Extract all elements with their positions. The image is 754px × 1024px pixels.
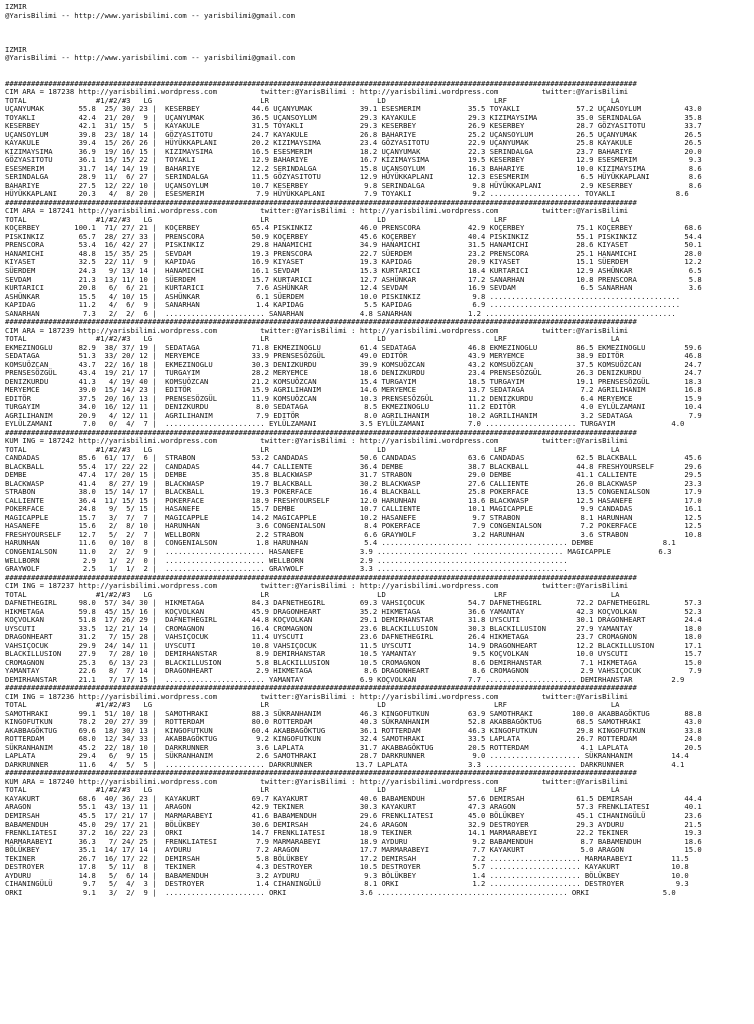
column-header: TOTAL #1/#2/#3 LG LR LD LRF LA [5, 334, 620, 344]
race-title: CIM ING = 187237 http://yarisbilimi.wordpress.com twitter:@YarisBilimi : http://yarisbilimi.wordpress.com twitter:@YarisBilimi [5, 581, 629, 591]
horse-row: MARMARABEYI 36.3 7/ 24/ 25 | FRENKLIATESI 7.9 MARMARABEYI 18.9 AYDURU 9.2 BABAMENDUH 8.7 BABAMENDUH 18.6 [5, 836, 702, 846]
horse-row: SEVDAM 21.3 13/ 11/ 10 | SÜERDEM 15.7 KURTARICI 12.7 ASHÜNKAR 17.2 SANARHAN 10.8 PRENSCORA 5.8 [5, 274, 702, 284]
column-header: TOTAL #1/#2/#3 LG LR LD LRF LA [5, 444, 620, 454]
horse-row: MERYEMCE 39.0 15/ 14/ 23 | EDITÖR 15.9 AGRILIHANIM 14.6 MERYEMCE 13.7 SEDATAGA 7.2 AGRILIHANIM 16.8 [5, 385, 702, 395]
horse-row: BÖLÜKBEY 35.1 14/ 17/ 14 | AYDURU 7.2 ARAGON 17.7 MARMARABEYI 7.7 KAYAKURT 5.0 ARAGON 15.0 [5, 845, 702, 855]
horse-row: PRENSCORA 53.4 16/ 42/ 27 | PISKINKIZ 29.8 HANAMICHI 34.9 HANAMICHI 31.5 HANAMICHI 28.6 KIYASET 50.1 [5, 240, 702, 250]
horse-row: GÖZYASITOTU 36.1 15/ 15/ 22 | TOYAKLI 12.9 BAHARIYE 16.7 KIZIMAYSIMA 19.5 KESERBEY 12.9 ESESMERIM 9.3 [5, 155, 702, 165]
city-label: IZMIR [5, 44, 27, 54]
horse-row: KOMSUÖZCAN 43.7 22/ 16/ 18 | EKMEZINOGLU 30.3 DENIZKURDU 39.9 KOMSUÖZCAN 43.2 KOMSUÖZCAN 37.5 KOMSUÖZCAN 24.7 [5, 359, 702, 369]
horse-row: CALLIENTE 36.4 11/ 15/ 15 | POKERFACE 18.9 FRESHYOURSELF 12.0 HARUNHAN 13.6 BLACKWASP 12.5 HASANEFE 17.0 [5, 495, 702, 505]
horse-row: CIHANINGÜLÜ 9.7 5/ 4/ 3 | DESTROYER 1.4 CIHANINGÜLÜ 8.1 ORKI 1.2 ..................... DESTROYER 9.3 [5, 879, 689, 889]
horse-row: HIKMETAGA 59.8 45/ 15/ 16 | KOÇVOLKAN 45.9 DRAGONHEART 35.2 HIKMETAGA 36.6 YAMANTAY 42.3 KOÇVOLKAN 52.3 [5, 606, 702, 616]
horse-row: SANARHAN 7.3 2/ 2/ 6 | ....................... SANARHAN 4.8 SANARHAN 1.2 ............................................ [5, 308, 676, 318]
separator-line: ################################################################################################################################################## [5, 683, 637, 693]
race-title: KUM ING = 187242 http://yarisbilimi.wordpress.com twitter:@YarisBilimi : http://yarisbilimi.wordpress.com twitter:@YarisBilimi [5, 436, 629, 446]
blank-line [5, 29, 702, 38]
horse-row: PISKINKIZ 65.7 28/ 27/ 33 | PRENSCORA 50.9 KOÇERBEY 45.6 KOÇERBEY 40.4 PISKINKIZ 55.1 PISKINKIZ 54.4 [5, 231, 702, 241]
horse-row: KIZIMAYSIMA 36.9 19/ 16/ 15 | KIZIMAYSIMA 16.5 ESESMERIM 18.2 UÇANYUMAK 22.3 SERINDALGA 23.7 BAHARIYE 20.0 [5, 146, 702, 156]
horse-row: KURTARICI 20.8 6/ 6/ 21 | KURTARICI 7.6 ASHÜNKAR 12.4 SEVDAM 16.9 SEVDAM 6.5 SANARHAN 3.6 [5, 283, 702, 293]
race-title: KUM ARA = 187240 http://yarisbilimi.wordpress.com twitter:@YarisBilimi : http://yarisbilimi.wordpress.com twitter:@YarisBilimi [5, 776, 629, 786]
horse-row: TURGAYIM 34.0 16/ 12/ 11 | DENIZKURDU 8.0 SEDATAGA 8.5 EKMEZINOGLU 11.2 EDITÖR 4.0 EYLÜLZAMANI 10.4 [5, 402, 702, 412]
horse-row: BLACKBALL 55.4 17/ 22/ 22 | CANDADAS 44.7 CALLIENTE 36.4 DEMBE 38.7 BLACKBALL 44.8 FRESHYOURSELF 29.6 [5, 461, 702, 471]
horse-row: TOYAKLI 42.4 21/ 20/ 9 | UÇANYUMAK 36.5 UÇANSOYLUM 29.3 KAYAKULE 29.3 KIZIMAYSIMA 35.0 SERINDALGA 35.8 [5, 112, 702, 122]
horse-row: MAGICAPPLE 15.7 3/ 7/ 7 | MAGICAPPLE 14.2 MAGICAPPLE 10.2 HASANEFE 9.7 STRABON 8.1 HARUNHAN 12.5 [5, 512, 702, 522]
separator-line: ################################################################################################################################################## [5, 768, 637, 778]
horse-row: ARAGON 55.1 43/ 13/ 11 | ARAGON 42.9 TEKINER 30.3 KAYAKURT 47.3 ARAGON 57.3 FRENKLIATESI 40.1 [5, 802, 702, 812]
horse-row: KIYASET 32.5 22/ 11/ 9 | KAPIDAG 16.9 KIYASET 19.3 KAPIDAG 20.9 KIYASET 15.1 SÜERDEM 12.2 [5, 257, 702, 267]
horse-row: YAMANTAY 22.6 8/ 7/ 14 | DRAGONHEART 2.9 HIKMETAGA 8.6 DRAGONHEART 8.6 CROMAGNON 2.9 VAHSIÇOCUK 7.9 [5, 666, 702, 676]
race-title: CIM ARA = 187239 http://yarisbilimi.wordpress.com twitter:@YarisBilimi : http://yarisbilimi.wordpress.com twitter:@YarisBilimi [5, 325, 629, 335]
horse-row: KOÇVOLKAN 51.8 17/ 26/ 29 | DAFNETHEGIRL 44.8 KOÇVOLKAN 29.1 DEMIRHANSTAR 31.8 UYSCUTI 30.1 DRAGONHEART 24.4 [5, 615, 702, 625]
horse-row: BLACKWASP 41.4 8/ 27/ 19 | BLACKWASP 19.7 BLACKBALL 30.2 BLACKWASP 27.6 CALLIENTE 26.0 BLACKWASP 23.3 [5, 478, 702, 488]
horse-row: DARKRUNNER 11.6 4/ 5/ 5 | ....................... DARKRUNNER 13.7 LAPLATA 3.3 ..................... DARKRUNNER 4.1 [5, 759, 685, 769]
horse-row: AGRILIHANIM 20.9 4/ 12/ 11 | AGRILIHANIM 7.9 EDITÖR 8.0 AGRILIHANIM 10.2 AGRILIHANIM 3.2 SEDATAGA 7.9 [5, 410, 702, 420]
horse-row: GRAYWOLF 2.5 1/ 1/ 2 | ....................... GRAYWOLF 3.3 ............................................ [5, 564, 568, 574]
horse-row: DRAGONHEART 31.2 7/ 15/ 28 | VAHSIÇOCUK 11.4 UYSCUTI 23.6 DAFNETHEGIRL 26.4 HIKMETAGA 23.7 CROMAGNON 18.0 [5, 632, 702, 642]
horse-row: POKERFACE 24.8 9/ 5/ 15 | HASANEFE 15.7 DEMBE 10.7 CALLIENTE 10.1 MAGICAPPLE 9.9 CANDADAS 16.1 [5, 504, 702, 514]
horse-row: FRESHYOURSELF 12.7 5/ 2/ 7 | WELLBORN 2.2 STRABON 6.6 GRAYWOLF 3.2 HARUNHAN 3.6 STRABON 10.8 [5, 529, 702, 539]
horse-row: DEMIRHANSTAR 21.1 7/ 17/ 15 | ....................... YAMANTAY 6.9 KOÇVOLKAN 7.7 ..................... DEMIRHANSTAR 2.9 [5, 674, 685, 684]
separator-line: ################################################################################################################################################## [5, 427, 637, 437]
horse-row: UÇANYUMAK 55.8 25/ 30/ 23 | KESERBEY 44.6 UÇANYUMAK 39.1 ESESMERIM 35.5 TOYAKLI 57.2 UÇANSOYLUM 43.0 [5, 104, 702, 114]
blank-line [5, 37, 702, 46]
separator-line: ################################################################################################################################################## [5, 572, 637, 582]
horse-row: AYDURU 14.8 5/ 6/ 14 | BABAMENDUH 3.2 AYDURU 9.3 BÖLÜKBEY 1.4 ..................... BÖLÜKBEY 10.0 [5, 870, 689, 880]
horse-row: DEMBE 47.4 17/ 20/ 15 | DEMBE 35.8 BLACKWASP 31.7 STRABON 29.0 DEMBE 41.1 CALLIENTE 29.5 [5, 470, 702, 480]
race-title: CIM ING = 187236 http://yarisbilimi.wordpress.com twitter:@YarisBilimi : http://yarisbilimi.wordpress.com twitter:@YarisBilimi [5, 691, 629, 701]
horse-row: ROTTERDAM 68.0 12/ 34/ 33 | AKABBAGÖKTUG 9.2 KINGOFUTKUN 32.4 SAMOTHRAKI 33.5 LAPLATA 26.7 ROTTERDAM 24.0 [5, 734, 702, 744]
separator-line: ################################################################################################################################################## [5, 78, 637, 88]
column-header: TOTAL #1/#2/#3 LG LR LD LRF LA [5, 700, 620, 710]
horse-row: DESTROYER 17.8 5/ 11/ 8 | TEKINER 4.3 DESTROYER 10.5 DESTROYER 5.7 ..................... KAYAKURT 10.8 [5, 862, 689, 872]
blank-line [5, 20, 702, 29]
horse-row: EKMEZINOGLU 82.9 38/ 37/ 19 | SEDATAGA 71.8 EKMEZINOGLU 61.4 SEDATAGA 46.8 EKMEZINOGLU 86.5 EKMEZINOGLU 59.6 [5, 342, 702, 352]
column-header: TOTAL #1/#2/#3 LG LR LD LRF LA [5, 214, 620, 224]
horse-row: UYSCUTI 33.5 12/ 21/ 14 | CROMAGNON 16.4 CROMAGNON 23.6 BLACKILLUSION 30.3 BLACKILLUSION 27.9 YAMANTAY 18.0 [5, 623, 702, 633]
horse-row: SAMOTHRAKI 99.1 51/ 10/ 18 | SAMOTHRAKI 88.3 SÜKRANHANIM 46.3 KINGOFUTKUN 63.9 SAMOTHRAKI 100.0 AKABBAGÖKTUG 88.8 [5, 708, 702, 718]
horse-row: ESESMERIM 31.7 14/ 14/ 19 | BAHARIYE 12.2 SERINDALGA 15.8 UÇANSOYLUM 16.3 BAHARIYE 10.0 KIZIMAYSIMA 8.6 [5, 163, 702, 173]
horse-row: KAPIDAG 11.2 4/ 6/ 9 | SANARHAN 1.4 KAPIDAG 5.5 KAPIDAG 6.9 ............................................ [5, 300, 681, 310]
race-title: CIM ARA = 187238 http://yarisbilimi.wordpress.com twitter:@YarisBilimi : http://yarisbilimi.wordpress.com twitter:@YarisBilimi [5, 87, 629, 97]
horse-row: CONGENIALSON 11.0 2/ 2/ 9 | ....................... HASANEFE 3.9 ..................... ..................... MAGICAPPLE 6.3 [5, 547, 672, 556]
horse-row: DAFNETHEGIRL 98.0 57/ 34/ 30 | HIKMETAGA 84.3 DAFNETHEGIRL 69.3 VAHSIÇOCUK 54.7 DAFNETHEGIRL 72.2 DAFNETHEGIRL 57.3 [5, 598, 702, 608]
horse-row: HANAMICHI 48.8 15/ 35/ 25 | SEVDAM 19.3 PRENSCORA 22.7 SÜERDEM 23.2 PRENSCORA 25.1 HANAMICHI 28.0 [5, 248, 702, 258]
horse-row: LAPLATA 29.4 6/ 9/ 15 | SÜKRANHANIM 2.6 SAMOTHRAKI 28.7 DARKRUNNER 9.0 ..................... SÜKRANHANIM 14.4 [5, 751, 689, 761]
horse-row: EYLÜLZAMANI 7.0 0/ 4/ 7 | ....................... EYLÜLZAMANI 3.5 EYLÜLZAMANI 7.0 ..................... TURGAYIM 4.0 [5, 419, 685, 429]
city-label: IZMIR [5, 2, 27, 11]
horse-row: KAYAKULE 39.4 15/ 26/ 26 | HÜYÜKKAPLANI 20.2 KIZIMAYSIMA 23.4 GÖZYASITOTU 22.9 UÇANYUMAK 25.8 KAYAKULE 26.5 [5, 138, 702, 148]
blank-line [5, 63, 702, 72]
horse-row: HASANEFE 15.6 2/ 8/ 10 | HARUNHAN 3.6 CONGENIALSON 8.4 POKERFACE 7.9 CONGENIALSON 7.2 POKERFACE 12.5 [5, 521, 702, 531]
horse-row: CROMAGNON 25.3 6/ 13/ 23 | BLACKILLUSION 5.8 BLACKILLUSION 10.5 CROMAGNON 8.6 DEMIRHANSTAR 7.1 HIKMETAGA 15.0 [5, 657, 702, 667]
horse-row: TEKINER 26.7 16/ 17/ 22 | DEMIRSAH 5.8 BÖLÜKBEY 17.2 DEMIRSAH 7.2 ..................... MARMARABEYI 11.5 [5, 853, 689, 863]
horse-row: BLACKILLUSION 27.9 7/ 28/ 10 | DEMIRHANSTAR 8.9 DEMIRHANSTAR 10.5 YAMANTAY 9.5 KOÇVOLKAN 10.0 UYSCUTI 15.7 [5, 649, 702, 659]
horse-row: VAHSIÇOCUK 29.9 24/ 14/ 11 | UYSCUTI 10.8 VAHSIÇOCUK 11.5 UYSCUTI 14.9 DRAGONHEART 12.2 BLACKILLUSION 17.1 [5, 640, 702, 650]
horse-row: CANDADAS 85.6 61/ 17/ 6 | STRABON 53.2 CANDADAS 50.6 CANDADAS 63.6 CANDADAS 62.5 BLACKBALL 45.6 [5, 453, 702, 463]
horse-row: HARUNHAN 11.6 0/ 10/ 8 | CONGENIALSON 1.8 HARUNHAN 5.4 ..................... ..................... DEMBE 8.1 [5, 538, 676, 548]
credit-line: @YarisBilimi -- http://www.yarisbilimi.com -- yarisbilimi@gmail.com [5, 10, 295, 20]
horse-row: PRENSESÖZGÜL 43.4 19/ 21/ 17 | TURGAYIM 28.2 MERYEMCE 18.6 DENIZKURDU 23.4 PRENSESÖZGÜL 26.3 DENIZKURDU 24.7 [5, 368, 702, 378]
horse-row: KOÇERBEY 100.1 71/ 27/ 21 | KOÇERBEY 65.4 PISKINKIZ 46.0 PRENSCORA 42.9 KOÇERBEY 75.1 KOÇERBEY 68.6 [5, 223, 702, 233]
separator-line: ################################################################################################################################################## [5, 197, 637, 207]
horse-row: EDITÖR 37.5 20/ 16/ 13 | PRENSESÖZGÜL 11.9 KOMSUÖZCAN 10.3 PRENSESÖZGÜL 11.2 DENIZKURDU 6.4 MERYEMCE 15.9 [5, 393, 702, 403]
horse-row: KINGOFUTKUN 78.2 20/ 27/ 39 | ROTTERDAM 80.0 ROTTERDAM 40.3 SÜKRANHANIM 52.8 AKABBAGÖKTUG 68.5 SAMOTHRAKI 43.0 [5, 717, 702, 727]
race-title: CIM ARA = 187241 http://yarisbilimi.wordpress.com twitter:@YarisBilimi : http://yarisbilimi.wordpress.com twitter:@YarisBilimi [5, 206, 629, 216]
horse-row: FRENKLIATESI 37.2 16/ 22/ 23 | ORKI 14.7 FRENKLIATESI 18.9 TEKINER 14.1 MARMARABEYI 22.2 TEKINER 19.3 [5, 828, 702, 838]
separator-line: ################################################################################################################################################## [5, 317, 637, 327]
horse-row: AKABBAGÖKTUG 69.6 18/ 30/ 13 | KINGOFUTKUN 60.4 AKABBAGÖKTUG 36.1 ROTTERDAM 46.3 KINGOFUTKUN 29.8 KINGOFUTKUN 33.8 [5, 725, 702, 735]
horse-row: BABAMENDUH 45.0 29/ 17/ 21 | BÖLÜKBEY 30.6 DEMIRSAH 24.6 ARAGON 32.9 DESTROYER 29.3 AYDURU 21.5 [5, 819, 702, 829]
horse-row: KESERBEY 42.1 31/ 15/ 5 | KAYAKULE 31.5 TOYAKLI 29.3 KESERBEY 26.9 KESERBEY 28.7 GÖZYASITOTU 33.7 [5, 121, 702, 131]
horse-row: KAYAKURT 68.6 40/ 36/ 23 | KAYAKURT 69.7 KAYAKURT 40.6 BABAMENDUH 57.6 DEMIRSAH 61.5 DEMIRSAH 44.4 [5, 793, 702, 803]
horse-row: WELLBORN 2.9 1/ 2/ 0 | ....................... WELLBORN 2.9 ............................................ [5, 555, 568, 565]
race-sections [5, 80, 702, 898]
horse-row: ORKI 9.1 3/ 2/ 9 | ....................... ORKI 3.6 ............................................ ORKI 5.0 [5, 887, 676, 897]
horse-row: SÜERDEM 24.3 9/ 13/ 14 | HANAMICHI 16.1 SEVDAM 15.3 KURTARICI 18.4 KURTARICI 12.9 ASHÜNKAR 6.5 [5, 265, 702, 275]
horse-row: DEMIRSAH 45.5 17/ 21/ 17 | MARMARABEYI 41.6 BABAMENDUH 29.6 FRENKLIATESI 45.0 BÖLÜKBEY 45.1 CIHANINGÜLÜ 23.6 [5, 810, 702, 820]
document [5, 3, 702, 897]
credit-line: @YarisBilimi -- http://www.yarisbilimi.com -- yarisbilimi@gmail.com [5, 53, 295, 63]
column-header: TOTAL #1/#2/#3 LG LR LD LRF LA [5, 785, 620, 795]
column-header: TOTAL #1/#2/#3 LG LR LD LRF LA [5, 589, 620, 599]
horse-row: UÇANSOYLUM 39.8 23/ 18/ 14 | GÖZYASITOTU 24.7 KAYAKULE 26.8 BAHARIYE 25.2 UÇANSOYLUM 26.5 UÇANYUMAK 26.5 [5, 129, 702, 139]
horse-row: SERINDALGA 28.9 11/ 6/ 27 | SERINDALGA 11.5 GÖZYASITOTU 12.9 HÜYÜKKAPLANI 12.3 ESESMERIM 6.5 HÜYÜKKAPLANI 8.6 [5, 172, 702, 182]
column-header: TOTAL #1/#2/#3 LG LR LD LRF LA [5, 95, 620, 105]
horse-row: SEDATAGA 51.3 33/ 20/ 12 | MERYEMCE 33.9 PRENSESÖZGÜL 49.0 EDITÖR 43.9 MERYEMCE 38.9 EDITÖR 46.8 [5, 351, 702, 361]
horse-row: ASHÜNKAR 15.5 4/ 10/ 15 | ASHÜNKAR 6.1 SÜERDEM 10.0 PISKINKIZ 9.8 ............................................ [5, 291, 681, 301]
horse-row: STRABON 38.0 15/ 14/ 17 | BLACKBALL 19.3 POKERFACE 16.4 BLACKBALL 25.8 POKERFACE 13.5 CONGENIALSON 17.9 [5, 487, 702, 497]
horse-row: DENIZKURDU 41.3 4/ 19/ 40 | KOMSUÖZCAN 21.2 KOMSUÖZCAN 15.4 TURGAYIM 18.5 TURGAYIM 19.1 PRENSESÖZGÜL 18.3 [5, 376, 702, 386]
horse-row: SÜKRANHANIM 45.2 22/ 18/ 10 | DARKRUNNER 3.6 LAPLATA 31.7 AKABBAGÖKTUG 20.5 ROTTERDAM 4.1 LAPLATA 20.5 [5, 742, 702, 752]
horse-row: BAHARIYE 27.5 12/ 22/ 10 | UÇANSOYLUM 10.7 KESERBEY 9.8 SERINDALGA 9.8 HÜYÜKKAPLANI 2.9 KESERBEY 8.6 [5, 180, 702, 190]
horse-row: HÜYÜKKAPLANI 20.3 4/ 8/ 20 | ESESMERIM 7.9 HÜYÜKKAPLANI 7.9 TOYAKLI 9.2 ..................... TOYAKLI 8.6 [5, 189, 689, 199]
